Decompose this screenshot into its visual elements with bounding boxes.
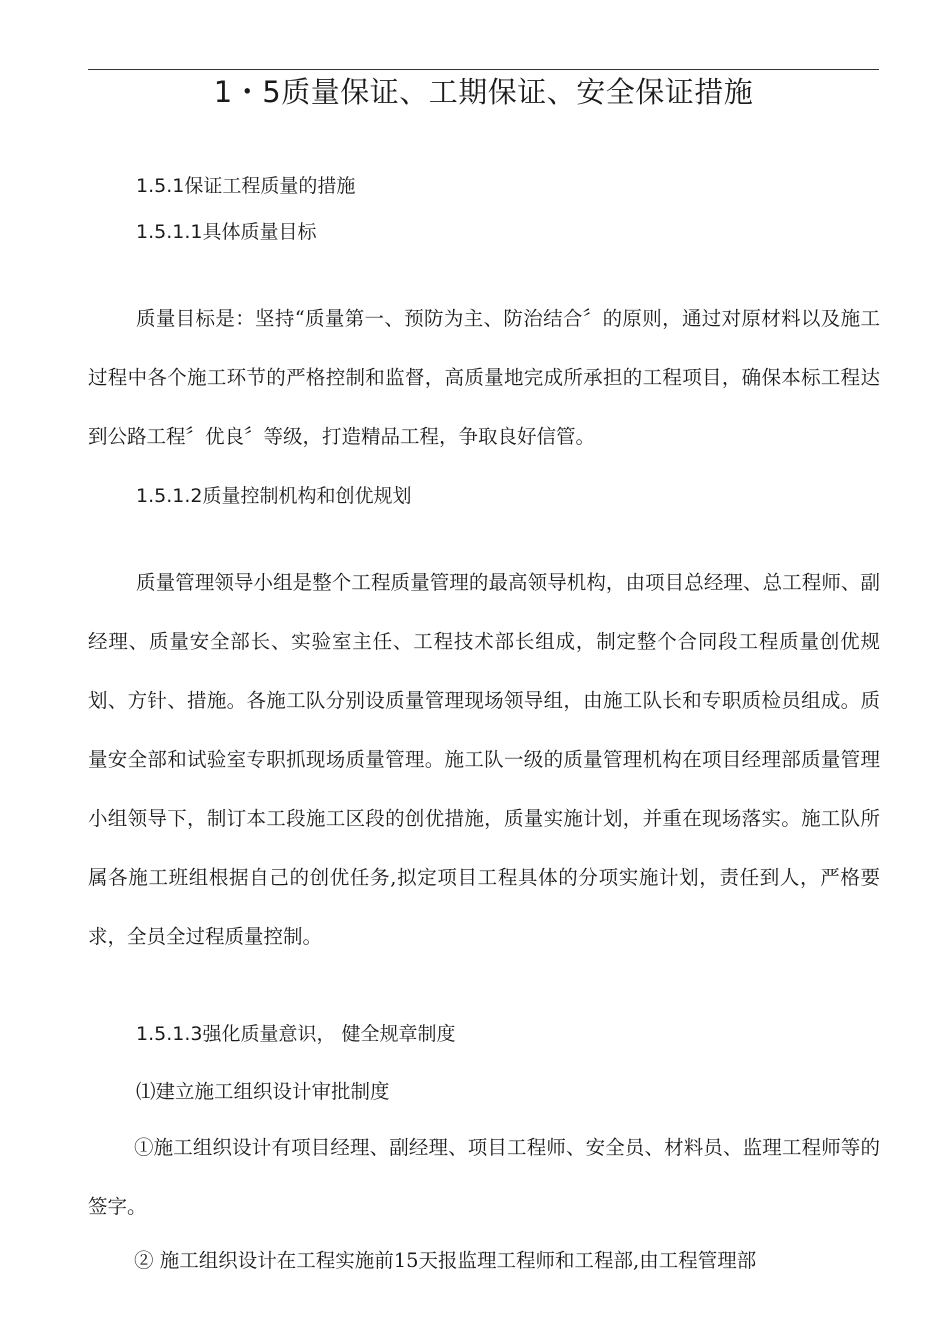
- paragraph-quality-organization: 质量管理领导小组是整个工程质量管理的最高领导机构，由项目总经理、总工程师、副经理、质量安全部长、实验室主任、工程技术部长组成，制定整个合同段工程质量创优规划、方针、措施。各施工队分别设质量管理现场领导组，由施工队长和专职质检员组成。质量安全部和试验室专职抓现场质量管理。施工队一级的质量管理机构在项目经理部质量管理小组领导下，制订本工段施工区段的创优措施，质量实施计划，并重在现场落实。施工队所属各施工班组根据自己的创优任务,拟定项目工程具体的分项实施计划，责任到人，严格要求，全员全过程质量控制。: [88, 571, 880, 948]
- list-subitem-submission: ② 施工组织设计在工程实施前15天报监理工程师和工程部,由工程管理部: [134, 1249, 757, 1272]
- section-heading-1-5-1-3: 1.5.1.3强化质量意识， 健全规章制度: [136, 1023, 456, 1045]
- section-heading-1-5-1-1: 1.5.1.1具体质量目标: [136, 221, 317, 243]
- section-heading-1-5-1: 1.5.1保证工程质量的措施: [136, 175, 356, 197]
- paragraph-quality-goal: 质量目标是：坚持“质量第一、预防为主、防治结合〞的原则，通过对原材料以及施工过程中各个施工环节的严格控制和监督，高质量地完成所承担的工程项目，确保本标工程达到公路工程〞优良〞等级，打造精品工程，争取良好信管。: [88, 307, 880, 448]
- page-title: 1・5质量保证、工期保证、安全保证措施: [213, 75, 754, 109]
- list-subitem-signatures: ①施工组织设计有项目经理、副经理、项目工程师、安全员、材料员、监理工程师等的签字。: [88, 1136, 880, 1218]
- section-heading-1-5-1-2: 1.5.1.2质量控制机构和创优规划: [136, 485, 412, 507]
- list-item-approval-system: ⑴建立施工组织设计审批制度: [136, 1080, 390, 1103]
